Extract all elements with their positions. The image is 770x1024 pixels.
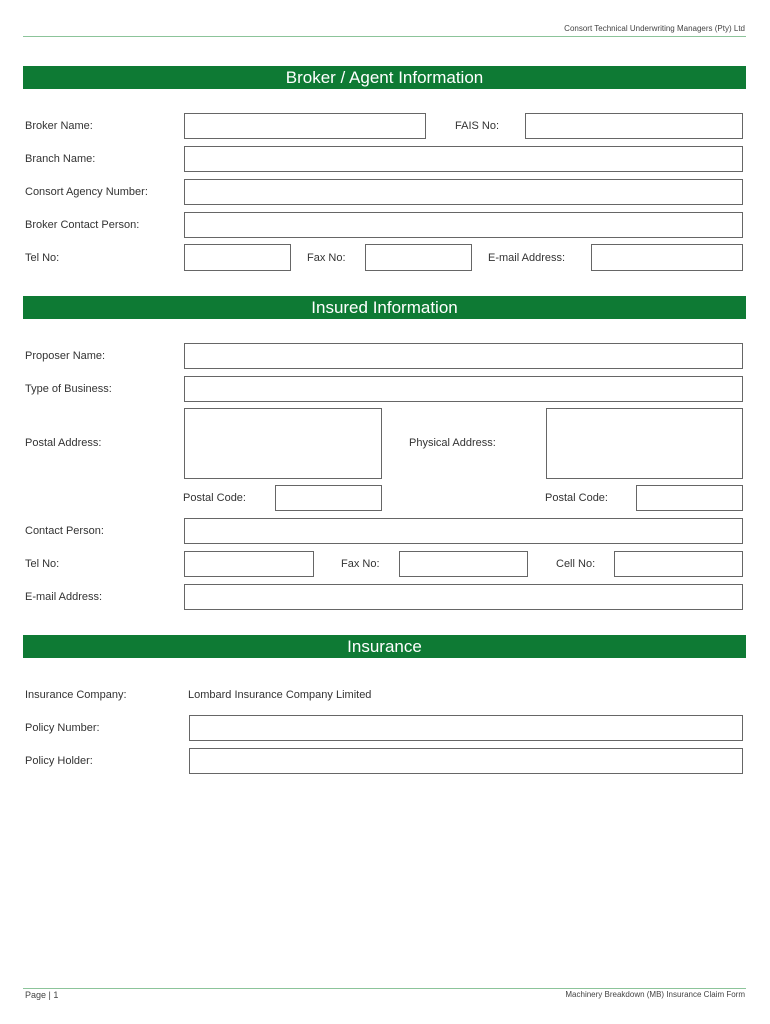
insurance-company-value: Lombard Insurance Company Limited [188, 689, 372, 701]
header-rule [23, 36, 746, 37]
broker-tel-label: Tel No: [25, 252, 60, 264]
broker-email-label: E-mail Address: [488, 252, 566, 264]
broker-name-label: Broker Name: [25, 120, 93, 132]
insured-tel-field[interactable] [184, 551, 314, 577]
physical-address-label: Physical Address: [409, 437, 496, 449]
fais-no-field[interactable] [525, 113, 743, 139]
insurance-section-title: Insurance [23, 635, 746, 658]
physical-postal-code-field[interactable] [636, 485, 743, 511]
fais-no-label: FAIS No: [455, 120, 500, 132]
physical-address-field[interactable] [546, 408, 743, 479]
proposer-name-label: Proposer Name: [25, 350, 106, 362]
insurance-company-label: Insurance Company: [25, 689, 127, 701]
agency-number-label: Consort Agency Number: [25, 186, 148, 198]
proposer-name-field[interactable] [184, 343, 743, 369]
insured-fax-label: Fax No: [341, 558, 380, 570]
broker-fax-label: Fax No: [307, 252, 346, 264]
broker-fax-field[interactable] [365, 244, 472, 271]
policy-holder-field[interactable] [189, 748, 743, 774]
cell-no-label: Cell No: [556, 558, 596, 570]
company-header: Consort Technical Underwriting Managers (Pty) Ltd [564, 24, 745, 33]
insured-section-title: Insured Information [23, 296, 746, 319]
broker-email-field[interactable] [591, 244, 743, 271]
branch-name-label: Branch Name: [25, 153, 96, 165]
broker-section-title: Broker / Agent Information [23, 66, 746, 89]
broker-contact-label: Broker Contact Person: [25, 219, 140, 231]
insured-email-field[interactable] [184, 584, 743, 610]
agency-number-field[interactable] [184, 179, 743, 205]
contact-person-label: Contact Person: [25, 525, 104, 537]
postal-code-label: Postal Code: [183, 492, 246, 504]
page-number: Page | 1 [25, 990, 59, 1000]
broker-tel-field[interactable] [184, 244, 291, 271]
postal-code-field[interactable] [275, 485, 382, 511]
form-name: Machinery Breakdown (MB) Insurance Claim Form [565, 990, 745, 999]
insured-fax-field[interactable] [399, 551, 528, 577]
business-type-label: Type of Business: [25, 383, 112, 395]
postal-address-field[interactable] [184, 408, 382, 479]
broker-name-field[interactable] [184, 113, 426, 139]
branch-name-field[interactable] [184, 146, 743, 172]
policy-number-label: Policy Number: [25, 722, 100, 734]
postal-address-label: Postal Address: [25, 437, 102, 449]
contact-person-field[interactable] [184, 518, 743, 544]
cell-no-field[interactable] [614, 551, 743, 577]
business-type-field[interactable] [184, 376, 743, 402]
broker-contact-field[interactable] [184, 212, 743, 238]
insured-email-label: E-mail Address: [25, 591, 103, 603]
policy-number-field[interactable] [189, 715, 743, 741]
footer-rule [23, 988, 746, 989]
physical-postal-code-label: Postal Code: [545, 492, 608, 504]
policy-holder-label: Policy Holder: [25, 755, 93, 767]
insured-tel-label: Tel No: [25, 558, 60, 570]
